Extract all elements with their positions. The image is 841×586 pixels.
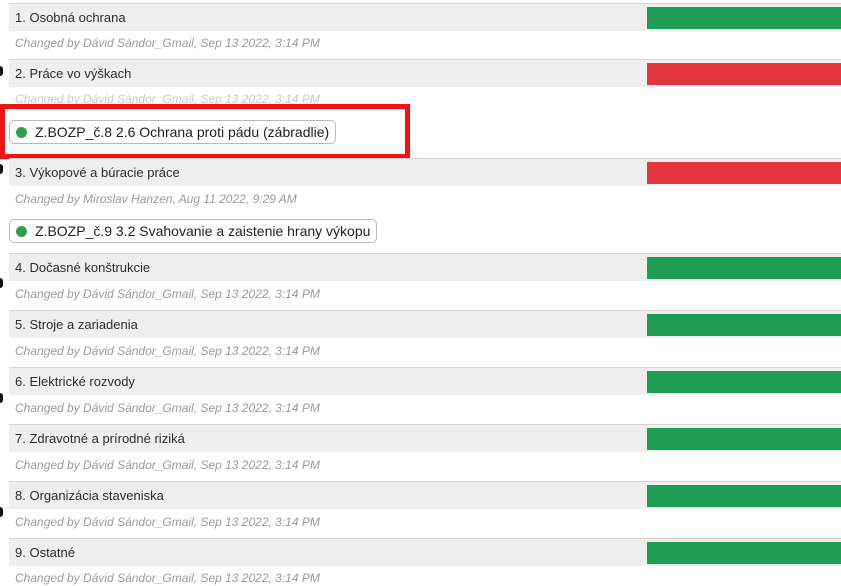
section-row-5[interactable]	[9, 310, 841, 338]
changed-by-text: Changed by Dávid Sándor_Gmail, Sep 13 2022, 3:14 PM	[15, 458, 320, 472]
edge-marker	[0, 393, 3, 403]
edge-marker	[0, 507, 3, 517]
section-meta-5	[9, 339, 841, 363]
changed-by-text: Changed by Dávid Sándor_Gmail, Sep 13 2022, 3:14 PM	[15, 36, 320, 50]
status-bar-ok	[647, 371, 841, 393]
section-title: 4. Dočasné konštrukcie	[15, 260, 151, 275]
section-meta-7	[9, 453, 841, 477]
changed-by-text: Changed by Dávid Sándor_Gmail, Sep 13 2022, 3:14 PM	[15, 287, 320, 301]
section-title: 5. Stroje a zariadenia	[15, 317, 138, 332]
status-bar-ok	[647, 257, 841, 279]
finding-label: Z.BOZP_č.9 3.2 Svahovanie a zaistenie hrany výkopu	[35, 223, 371, 239]
section-row-6[interactable]	[9, 367, 841, 395]
status-dot-icon	[16, 226, 27, 237]
section-row-8[interactable]	[9, 481, 841, 509]
changed-by-text: Changed by Dávid Sándor_Gmail, Sep 13 2022, 3:14 PM	[15, 92, 320, 105]
changed-by-text: Changed by Dávid Sándor_Gmail, Sep 13 2022, 3:14 PM	[15, 571, 320, 585]
section-row-9[interactable]	[9, 538, 841, 566]
section-row-1[interactable]	[9, 3, 841, 31]
section-meta-9	[9, 566, 841, 586]
section-meta-4	[9, 282, 841, 306]
status-bar-ok	[647, 314, 841, 336]
status-bar-ok	[647, 428, 841, 450]
section-meta-6	[9, 396, 841, 420]
status-bar-ok	[647, 485, 841, 507]
section-meta-2	[9, 87, 841, 105]
section-row-4[interactable]	[9, 253, 841, 281]
section-meta-3	[9, 187, 841, 211]
changed-by-text: Changed by Miroslav Hanzen, Aug 11 2022, 9:29 AM	[15, 192, 297, 206]
section-title: 9. Ostatné	[15, 545, 75, 560]
section-meta-8	[9, 510, 841, 534]
edge-marker	[0, 278, 3, 288]
section-title: 7. Zdravotné a prírodné riziká	[15, 431, 185, 446]
section-meta-1	[9, 31, 841, 55]
section-title: 1. Osobná ochrana	[15, 10, 126, 25]
finding-label: Z.BOZP_č.8 2.6 Ochrana proti pádu (zábradlie)	[35, 124, 330, 140]
section-title: 6. Elektrické rozvody	[15, 374, 135, 389]
section-row-2[interactable]	[9, 59, 841, 87]
section-title: 8. Organizácia staveniska	[15, 488, 164, 503]
status-bar-ok	[647, 542, 841, 564]
section-title: 2. Práce vo výškach	[15, 66, 132, 81]
changed-by-text: Changed by Dávid Sándor_Gmail, Sep 13 2022, 3:14 PM	[15, 401, 320, 415]
edge-marker	[0, 164, 3, 174]
section-title: 3. Výkopové a búracie práce	[15, 165, 180, 180]
changed-by-text: Changed by Dávid Sándor_Gmail, Sep 13 2022, 3:14 PM	[15, 515, 320, 529]
section-row-3[interactable]	[9, 158, 841, 186]
edge-marker	[0, 66, 3, 76]
changed-by-text: Changed by Dávid Sándor_Gmail, Sep 13 2022, 3:14 PM	[15, 344, 320, 358]
status-bar-fail	[647, 162, 841, 184]
highlight-box	[0, 104, 410, 159]
section-row-7[interactable]	[9, 424, 841, 452]
status-bar-ok	[647, 7, 841, 29]
finding-chip-2[interactable]	[9, 219, 377, 243]
status-bar-fail	[647, 63, 841, 85]
